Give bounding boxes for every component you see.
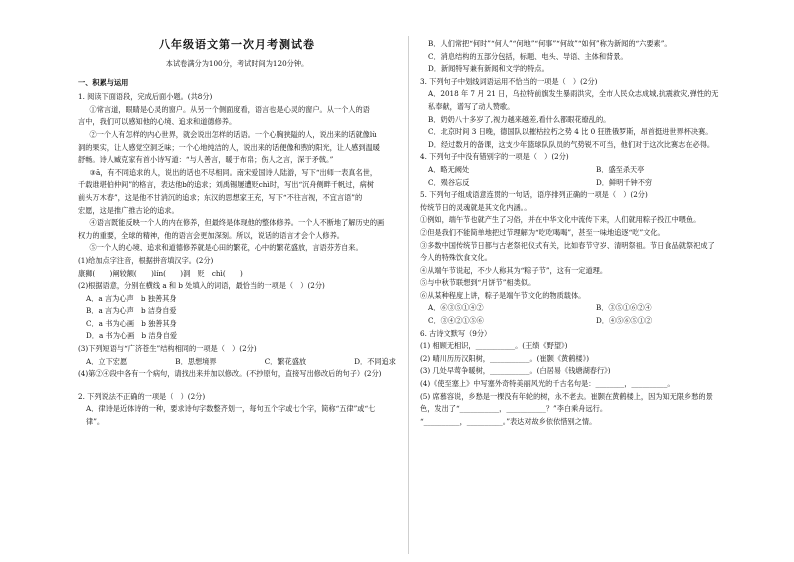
option-d: D．不同追求: [354, 356, 396, 366]
option-d: D．a 书为心画 b 洁身自爱: [86, 331, 178, 341]
sentence-4: ④从端午节说起，不少人称其为“粽子节”，这有一定道理。: [420, 265, 608, 275]
exam-instructions: 本试卷满分为100分，考试时间为120分钟。: [165, 59, 309, 68]
recitation-item-2: (2) 晴川历历汉阳树，___________。(崔颢《黄鹤楼》): [420, 353, 590, 363]
option-d: D．④⑤⑥⑤①②: [596, 316, 653, 326]
options-row: [420, 177, 764, 190]
recitation-item-3: (3) 几处早莺争暖树，___________。(白居易《钱塘湖春行》): [420, 366, 611, 376]
passage-line: ③ā，有不同追求的人，说出的话也不尽相同。南宋爱国诗人陆游，写下“出师一表真名世，: [89, 167, 378, 177]
option-c: C．北京时间 3 日晚，德国队以摧枯拉朽之势 4 比 0 狂胜俄罗斯，昂首挺进世界杯决赛。: [428, 127, 713, 137]
right-column: [420, 38, 764, 554]
passage-line: ④语言既能反映一个人的内在修养，但最终是体现他的整体修养。一个人不断地了解历史的画: [89, 218, 385, 228]
option-c: C．繁花盛放: [264, 356, 307, 366]
option-a-cont: 律”。: [86, 417, 105, 427]
option-a: A．律诗是近体诗的一种，要求诗句字数整齐划一，每句五个字或七个字，简称“五律”或“七: [86, 404, 376, 414]
option-d: D．新闻特写兼有新闻和文学的特点。: [428, 64, 549, 74]
page-title: 八年级语文第一次月考测试卷: [159, 38, 315, 51]
option-a: A．2018 年 7 月 21 日，乌拉特前旗发生暴雨洪灾，全市人民众志成城,抗震救灾,弹性的无: [428, 89, 719, 99]
option-a: A．立下宏愿: [86, 356, 128, 366]
left-column: [78, 38, 396, 554]
sentence-3: ③多数中国传统节日都与古老祭祀仪式有关，比如春节守岁、清明祭祖。节日食品就祭祀成了: [420, 240, 715, 250]
passage-line: 前头万木春”，这是他不甘消沉的追求；东汉的思想家王充，写下“不往言视，不宜言语”的: [78, 192, 363, 202]
question-6-heading: 6. 古诗文默写（9分）: [420, 328, 492, 338]
recitation-item-1: (1) 相顾无相识，___________。(王绩《野望》): [420, 341, 568, 351]
sentence-1: ①例如，端午节也就产生了习俗，并在中华文化中流传下来，人们就用粽子投江中喂鱼。: [420, 215, 701, 225]
passage-line: 舒畅。诗人臧克家有首小诗写道：“与人善言，暖于布帛；伤人之言，深于矛戟。”: [78, 155, 334, 165]
option-d: D．鲜明千钟不穷: [596, 177, 653, 187]
section-heading-1: 一、积累与运用: [78, 77, 129, 87]
sentence-2: ②但是我们不能简单地把过节理解为“吃吃喝喝”，甚至一味地追逐“吃”文化。: [420, 227, 665, 237]
option-c: C．消息结构的五部分包括，标题、电头、导语、主体和背景。: [428, 51, 628, 61]
option-c: C．a 书为心画 b 独善其身: [86, 318, 177, 328]
subquestion-1-2: (2)根据语意，分别在横线 a 和 b 处填入的词语，最恰当的一项是（ ）(2分): [78, 281, 325, 291]
pinyin-fill-line: 康狮( )阐较额( )lín( )洞 贬 chì( ): [78, 268, 243, 278]
passage-line: 宏愿，这是推广推古论的追求。: [78, 205, 179, 215]
sentence-3-cont: 今人的特殊饮食文化。: [420, 253, 492, 263]
subquestion-1-4: (4)第②④段中各有一个病句，请找出来并加以修改。(不抄原句，直接写出修改后的句子）(2分): [78, 369, 382, 379]
option-b: B．奶奶八十多岁了,视力越来越差,看什么都眼花缭乱的。: [428, 114, 611, 124]
subquestion-1-3: (3)下列短语与“广济苍生”结构相同的一项是（ ）(2分): [78, 344, 257, 354]
options-row: [420, 302, 764, 315]
option-b: B．a 言为心声 b 洁身自爱: [86, 306, 177, 316]
recitation-item-5-cont: 色，发出了“___________，___________？”李白乘舟远行。: [420, 404, 608, 414]
option-b: B．思想境界: [175, 356, 217, 366]
option-c: C．③④②①⑤⑥: [428, 316, 484, 326]
option-a: A．a 言为心声 b 独善其身: [86, 293, 177, 303]
question-2-heading: 2. 下列说法不正确的一项是（ ）(2分): [78, 391, 206, 401]
option-a: A．略无阙处: [428, 164, 470, 174]
option-c: C．殒谷忘反: [428, 177, 470, 187]
option-b: B．③⑤①⑥②④: [596, 303, 652, 313]
passage-line: 权力的重要，全球的精神，他的语言会更加深刻。所以，说话的语言才会个人修养。: [78, 230, 344, 240]
passage-line: 言中，我们可以感知他的心境、追求和道德修养。: [78, 117, 237, 127]
option-b: B．盛至杀天亭: [596, 164, 645, 174]
answer-space: [78, 381, 396, 391]
option-a: A．⑥③⑤①④②: [428, 303, 484, 313]
recitation-item-4: (4)《使至塞上》中写塞外奇特美丽风光的千古名句是：________，__________。: [420, 379, 675, 389]
question-5-intro: 传统节日的灵魂就是其文化内涵。。: [420, 202, 532, 212]
recitation-item-5: (5) 席慕容说，乡愁是一棵没有年轮的树，永不老去。崔颢在黄鹤楼上，因为知无限乡愁的景: [420, 391, 713, 401]
question-5-heading: 5. 下列句子组成语意连贯的一句话，语序排列正确的一项是（ ）(2分): [420, 190, 648, 200]
passage-line: ①常言道，眼睛是心灵的窗户。从另一个侧面度看，语言也是心灵的窗户。从一个人的语: [89, 104, 370, 114]
recitation-item-5-cont: “__________，__________。”表达对故乡依依惜别之情。: [420, 416, 597, 426]
passage-line: ②一个人有怎样的内心世界，就会说出怎样的话语。一个心胸狭隘的人，说出来的话就像lù: [89, 129, 377, 139]
option-a-cont: 私奉献，谱写了动人赞歌。: [428, 101, 515, 111]
options-row: [420, 315, 764, 328]
options-row: [78, 356, 396, 369]
passage-line: ⑤一个人的心境、追求和道德修养就是心田的繁花，心中的繁花盛放，言语芬芳自来。: [89, 243, 363, 253]
question-4-heading: 4. 下列句子中没有错别字的一项是（ ）(2分): [420, 152, 569, 162]
option-b: B．人们常把“何时”“何人”“何地”“何事”“何故”“如何”称为新闻的“六要素”。: [428, 39, 672, 48]
passage-line: 洞的果实，让人感觉空洞乏味；一个心地纯洁的人，说出来的话便像和煦的阳光，让人感到温暖: [78, 142, 380, 152]
question-3-heading: 3. 下列句子中划线词语运用不恰当的一项是（ ）(2分): [420, 76, 598, 86]
options-row: [420, 164, 764, 177]
passage-line: 千载谁堪伯仲间”的格言，表达他b的追求；刘禹锡屡遭贬chì时，写出“沉舟侧畔千帆过，病树: [78, 180, 375, 190]
question-1-heading: 1. 阅读下面语段，完成后面小题。(共8分): [78, 92, 213, 102]
column-divider: [408, 36, 409, 554]
subquestion-1-1: (1)给加点字注音，根据拼音填汉字。(2分): [78, 255, 214, 265]
sentence-5: ⑤与中秋节联想到“月饼节”相类似。: [420, 278, 536, 288]
option-d: D．经过数月的备课，这支少年篮球队队员的气势锐不可当，他们对于这次比赛志在必得。: [428, 139, 715, 149]
sentence-6: ⑥从某种程度上讲，粽子是端午节文化的物质载体。: [420, 290, 586, 300]
